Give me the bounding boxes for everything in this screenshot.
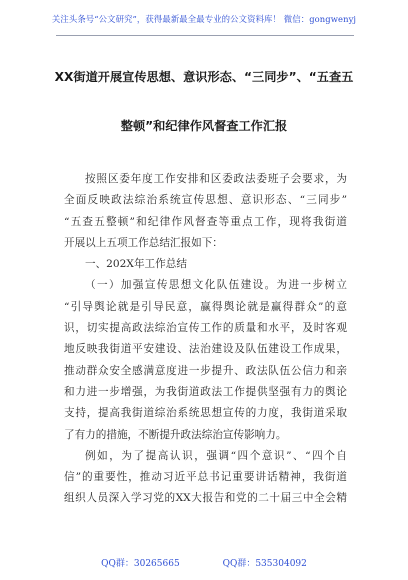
document-title-line-2: 整顿”和纪律作风督查工作汇报 (120, 119, 288, 133)
document-body (64, 169, 347, 510)
body-line: 识，切实提高政法综治宣传工作的质量和水平，及时客观 (64, 322, 347, 335)
body-line: 一、202X年工作总结 (85, 258, 187, 271)
header-divider (56, 35, 354, 36)
body-line: 例如，为了提高认识，强调“四个意识”、“四个自 (85, 449, 347, 462)
body-line: “五查五整顿”和纪律作风督查等重点工作，现将我街道 (64, 215, 347, 228)
body-line: 全面反映政法综治系统宣传思想、意识形态、“三同步” (64, 194, 347, 207)
body-line: 信”的重要性，推动习近平总书记重要讲话精神，我街道 (64, 471, 347, 484)
footer-qq-group-1: QQ群：30265665 (101, 559, 180, 569)
footer-qq-group-2: QQ群：535304092 (222, 559, 307, 569)
body-line: 组织人员深入学习党的XX大报告和党的二十届三中全会精 (64, 492, 347, 505)
body-line: 地反映我街道平安建设、法治建设及队伍建设工作成果， (64, 343, 347, 356)
body-line: “引导舆论就是引导民意，赢得舆论就是赢得群众”的意 (64, 300, 347, 313)
body-line: 推动群众安全感满意度进一步提升、政法队伍公信力和亲 (64, 364, 347, 377)
document-title-line-1: XX街道开展宣传思想、意识形态、“三同步”、“五查五 (54, 70, 354, 84)
body-line: 和力进一步增强，为我街道政法工作提供坚强有力的舆论 (64, 385, 347, 398)
body-line: 支持，提高我街道综治系统思想宣传的力度，我街道采取 (64, 407, 347, 420)
body-line: 了有力的措施，不断提升政法综治宣传影响力。 (64, 428, 287, 441)
body-line: 开展以上五项工作总结汇报如下： (64, 236, 223, 249)
header-banner: 关注头条号“公文研究”，获得最新最全最专业的公文资料库！ 微信：gongwenyj (51, 14, 357, 24)
body-line: （一）加强宣传思想文化队伍建设。为进一步树立 (85, 279, 347, 292)
body-line: 按照区委年度工作安排和区委政法委班子会要求，为 (85, 173, 347, 185)
footer (0, 556, 408, 569)
